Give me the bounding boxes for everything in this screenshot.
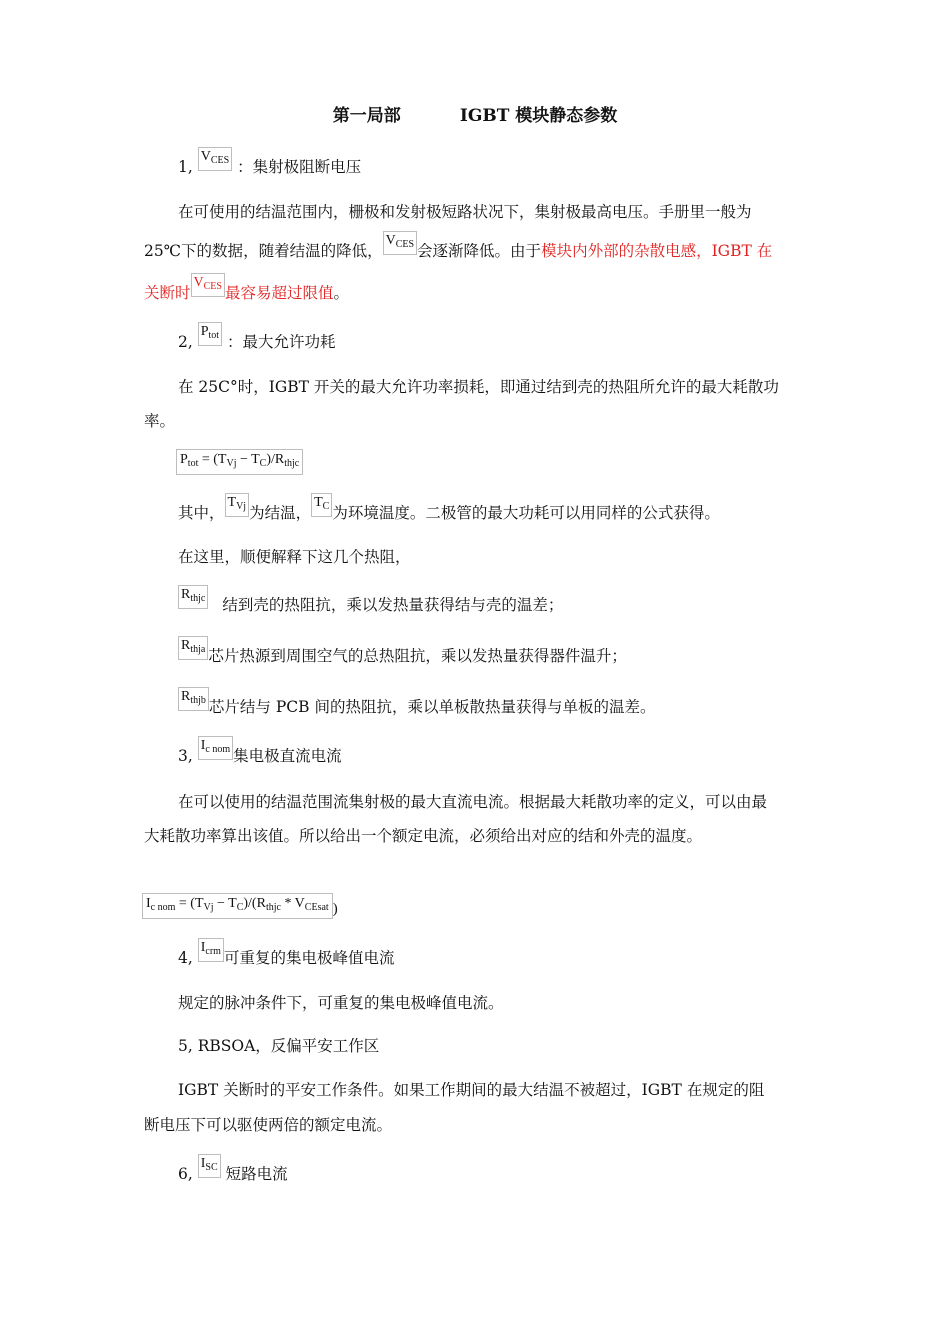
section-6-label: 短路电流 [225,1165,288,1183]
icnom-formula: $I_{c nom} = (T_{Vj} - T_C)/(R_{thjc} * V_{CEsat}$ ) [142,893,338,919]
section-2-heading [178,324,336,356]
section-6-heading [178,1156,288,1188]
ptot-formula: $P_{tot} = (T_{Vj} - T_C)/R_{thjc}$ [176,449,303,475]
section-1-para-line-2: 25℃下的数据，随着结温的降低，$V_{CES}$ 会逐渐降低。由于模块内外部的杂散电感，IGBT 在 [144,233,773,260]
section-4-para: 规定的脉冲条件下，可重复的集电极峰值电流。 [178,994,504,1012]
rthjc-symbol: $R_{thjc}$ [178,585,208,609]
section-1-heading [178,149,362,181]
section-6-number: 6, [178,1165,193,1183]
section-5-para-line-2: 断电压下可以驱使两倍的额定电流。 [144,1116,393,1134]
section-5-para-line-1: IGBT 关断时的平安工作条件。如果工作期间的最大结温不被超过，IGBT 在规定的阻 [178,1081,765,1099]
section-4-number: 4, [178,949,193,967]
section-2-where-line: 其中，$T_{Vj}$ 为结温，$T_C$ 为环境温度。二极管的最大功耗可以用同样的公式获得。 [178,495,720,522]
section-2-para-line-1: 在 25C°时，IGBT 开关的最大允许功率损耗，即通过结到壳的热阻所允许的最大耗散功 [178,378,779,396]
section-3-para-line-1: 在可以使用的结温范围流集射极的最大直流电流。根据最大耗散功率的定义，可以由最 [178,793,768,811]
vces-symbol: $V_{CES}$ [198,147,232,171]
vces-symbol-red: $V_{CES}$ [191,273,225,297]
tc-symbol: $T_C$ [311,493,332,517]
section-3-heading [178,738,342,770]
section-5-heading: 5, RBSOA，反偏平安工作区 [178,1037,380,1055]
vces-symbol-inline: $V_{CES}$ [383,231,417,255]
section-4-heading [178,940,395,972]
rthjc-definition: $R_{thjc}$ 结到壳的热阻抗，乘以发热量获得结与壳的温差； [178,595,563,619]
section-1-number: 1, [178,158,193,176]
section-1-para-line-1: 在可使用的结温范围内，栅极和发射极短路状况下，集射极最高电压。手册里一般为 [178,203,752,221]
rthjb-symbol: $R_{thjb}$ [178,687,209,711]
section-1-para-line-3: 关断时$V_{CES}$ 最容易超过限值。 [144,275,350,302]
tvj-symbol: $T_{Vj}$ [225,493,250,517]
section-2-para-line-2: 率。 [144,412,176,430]
section-3-label: 集电极直流电流 [233,747,342,765]
section-3-para-line-2: 大耗散功率算出该值。所以给出一个额定电流，必须给出对应的结和外壳的温度。 [144,827,703,845]
red-highlight-text: 模块内外部的杂散电感，IGBT 在 [541,242,773,260]
thermal-resistance-intro: 在这里，顺便解释下这几个热阻， [178,548,411,566]
isc-symbol: $I_{SC}$ [198,1154,221,1178]
section-4-label: 可重复的集电极峰值电流 [223,949,395,967]
section-2-label: ：最大允许功耗 [227,333,336,351]
rthjb-definition: $R_{thjb}$ 芯片结与 PCB 间的热阻抗，乘以单板散热量获得与单板的温差。 [178,697,655,721]
page-title: 第一局部 IGBT 模块静态参数 [332,106,618,126]
rthja-definition: $R_{thja}$ 芯片热源到周围空气的总热阻抗，乘以发热量获得器件温升； [178,646,627,670]
section-1-label: ：集射极阻断电压 [237,158,362,176]
rthja-symbol: $R_{thja}$ [178,636,208,660]
icnom-symbol: $I_{c nom}$ [198,736,233,760]
section-2-number: 2, [178,333,193,351]
ptot-symbol: $P_{tot}$ [198,322,222,346]
icrm-symbol: $I_{crm}$ [198,938,224,962]
section-3-number: 3, [178,747,193,765]
